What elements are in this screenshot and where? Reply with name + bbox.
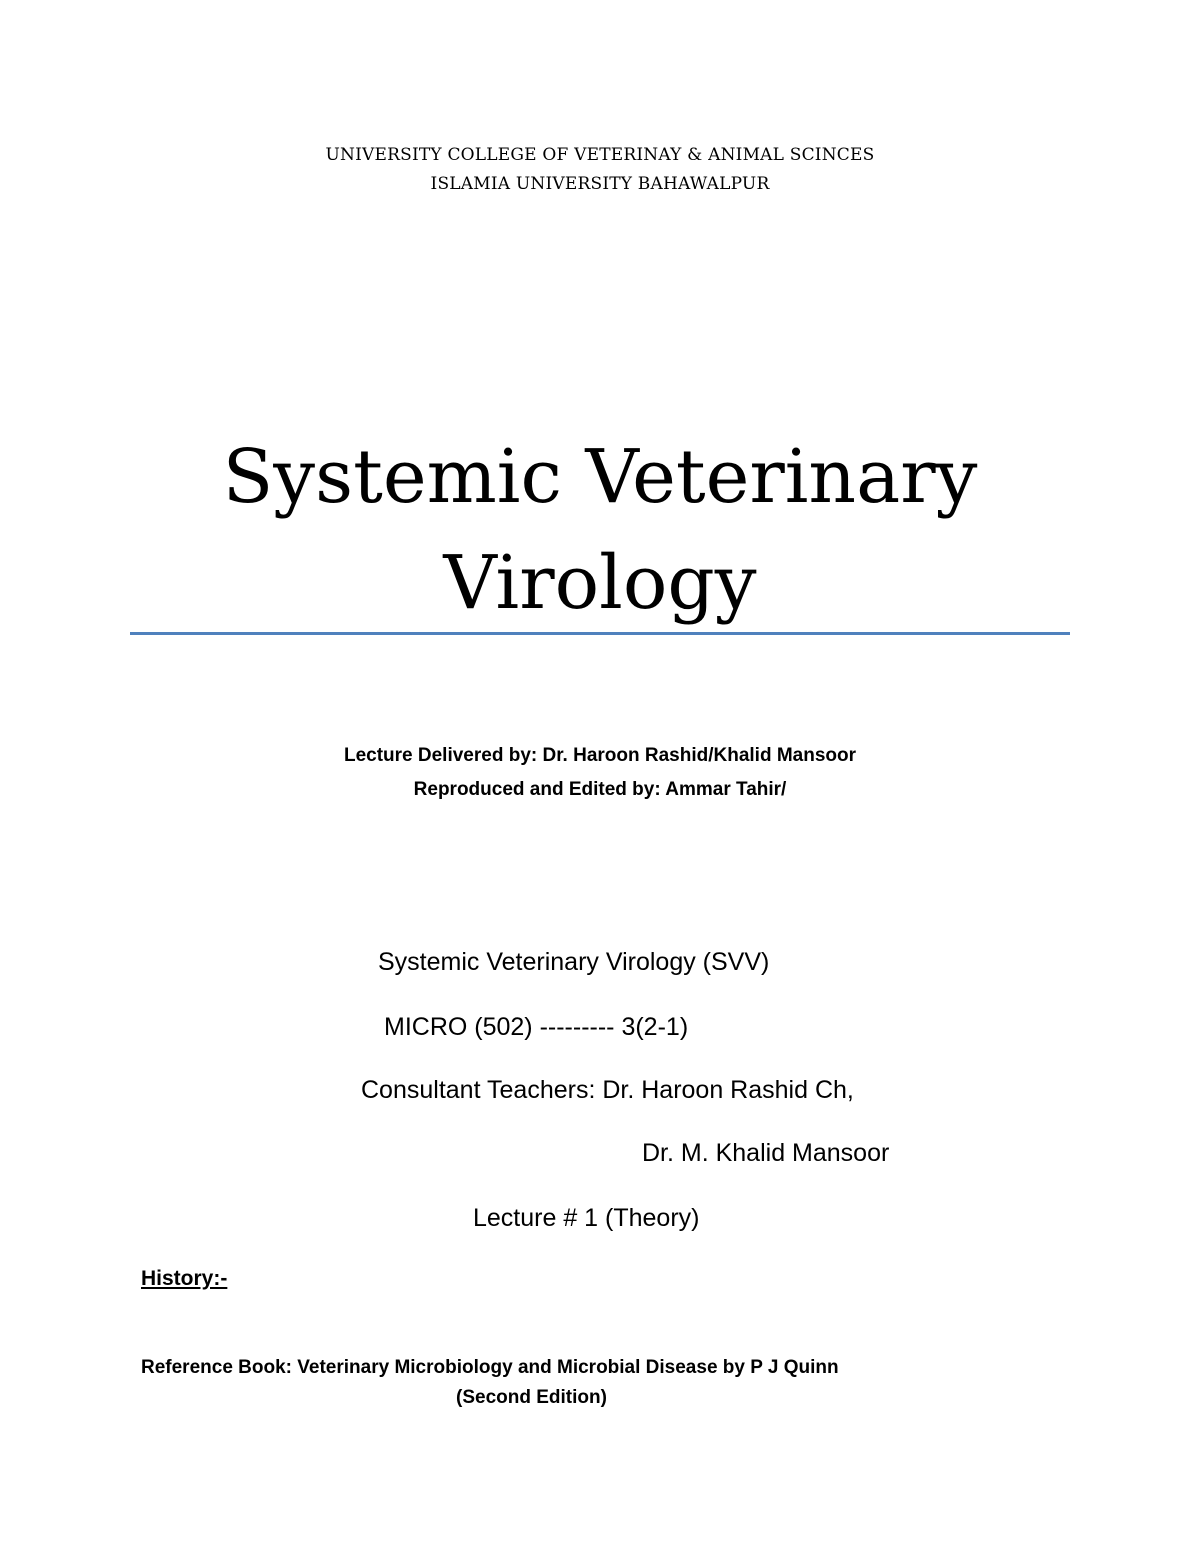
lecture-delivered-by: Lecture Delivered by: Dr. Haroon Rashid/Khalid Mansoor <box>343 745 857 766</box>
reference-edition: (Second Edition) <box>456 1387 607 1408</box>
lecture-number: Lecture # 1 (Theory) <box>473 1204 700 1232</box>
document-title-line1: Systemic Veterinary <box>222 434 978 520</box>
university-name: ISLAMIA UNIVERSITY BAHAWALPUR <box>430 174 770 194</box>
history-heading: History:- <box>141 1267 228 1290</box>
institution-name: UNIVERSITY COLLEGE OF VETERINAY & ANIMAL SCINCES <box>325 145 875 165</box>
course-code: MICRO (502) --------- 3(2-1) <box>384 1013 689 1041</box>
course-name: Systemic Veterinary Virology (SVV) <box>378 948 770 976</box>
consultant-teacher-2: Dr. M. Khalid Mansoor <box>642 1139 890 1167</box>
title-divider <box>130 632 1070 635</box>
consultant-teachers: Consultant Teachers: Dr. Haroon Rashid Ch, <box>361 1076 854 1104</box>
document-title-line2: Virology <box>443 540 757 626</box>
reference-book: Reference Book: Veterinary Microbiology and Microbial Disease by P J Quinn <box>141 1357 839 1378</box>
reproduced-edited-by: Reproduced and Edited by: Ammar Tahir/ <box>413 779 787 800</box>
